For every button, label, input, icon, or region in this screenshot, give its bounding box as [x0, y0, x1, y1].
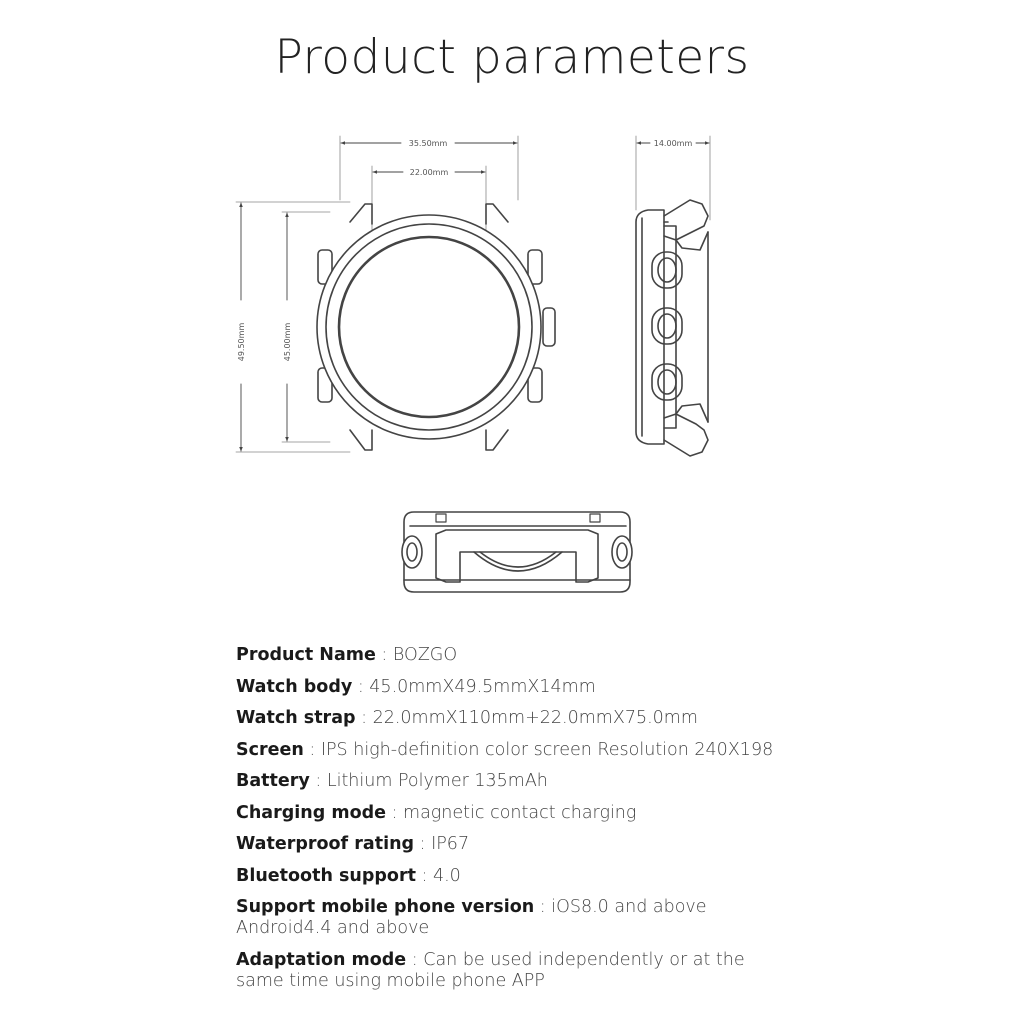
side-view	[636, 136, 710, 456]
front-view	[236, 136, 555, 452]
case-height-label: 45.00mm	[283, 322, 292, 362]
spec-adaptation-mode: Adaptation mode : Can be used independently or at the same time using mobile phone APP	[236, 949, 745, 991]
page-title: Product parameters	[274, 30, 750, 85]
spec-watch-body: Watch body : 45.0mmX49.5mmX14mm	[236, 676, 596, 697]
bottom-view	[402, 512, 632, 592]
spec-screen: Screen : IPS high-definition color screen Resolution 240X198	[236, 739, 774, 760]
spec-bluetooth-support: Bluetooth support : 4.0	[236, 865, 461, 886]
spec-battery: Battery : Lithium Polymer 135mAh	[236, 771, 548, 791]
spec-product-name: Product Name : BOZGO	[236, 645, 458, 665]
front-width-label: 35.50mm	[408, 139, 448, 148]
spec-waterproof-rating: Waterproof rating : IP67	[236, 834, 470, 854]
front-height-label: 49.50mm	[237, 322, 246, 362]
thickness-label: 14.00mm	[653, 139, 693, 148]
spec-phone-version: Support mobile phone version : iOS8.0 and above Android4.4 and above	[236, 897, 707, 938]
spec-charging-mode: Charging mode : magnetic contact charging	[236, 802, 637, 823]
spec-watch-strap: Watch strap : 22.0mmX110mm+22.0mmX75.0mm	[236, 708, 698, 728]
spec-list	[236, 645, 796, 1002]
lug-width-label: 22.00mm	[409, 168, 449, 177]
